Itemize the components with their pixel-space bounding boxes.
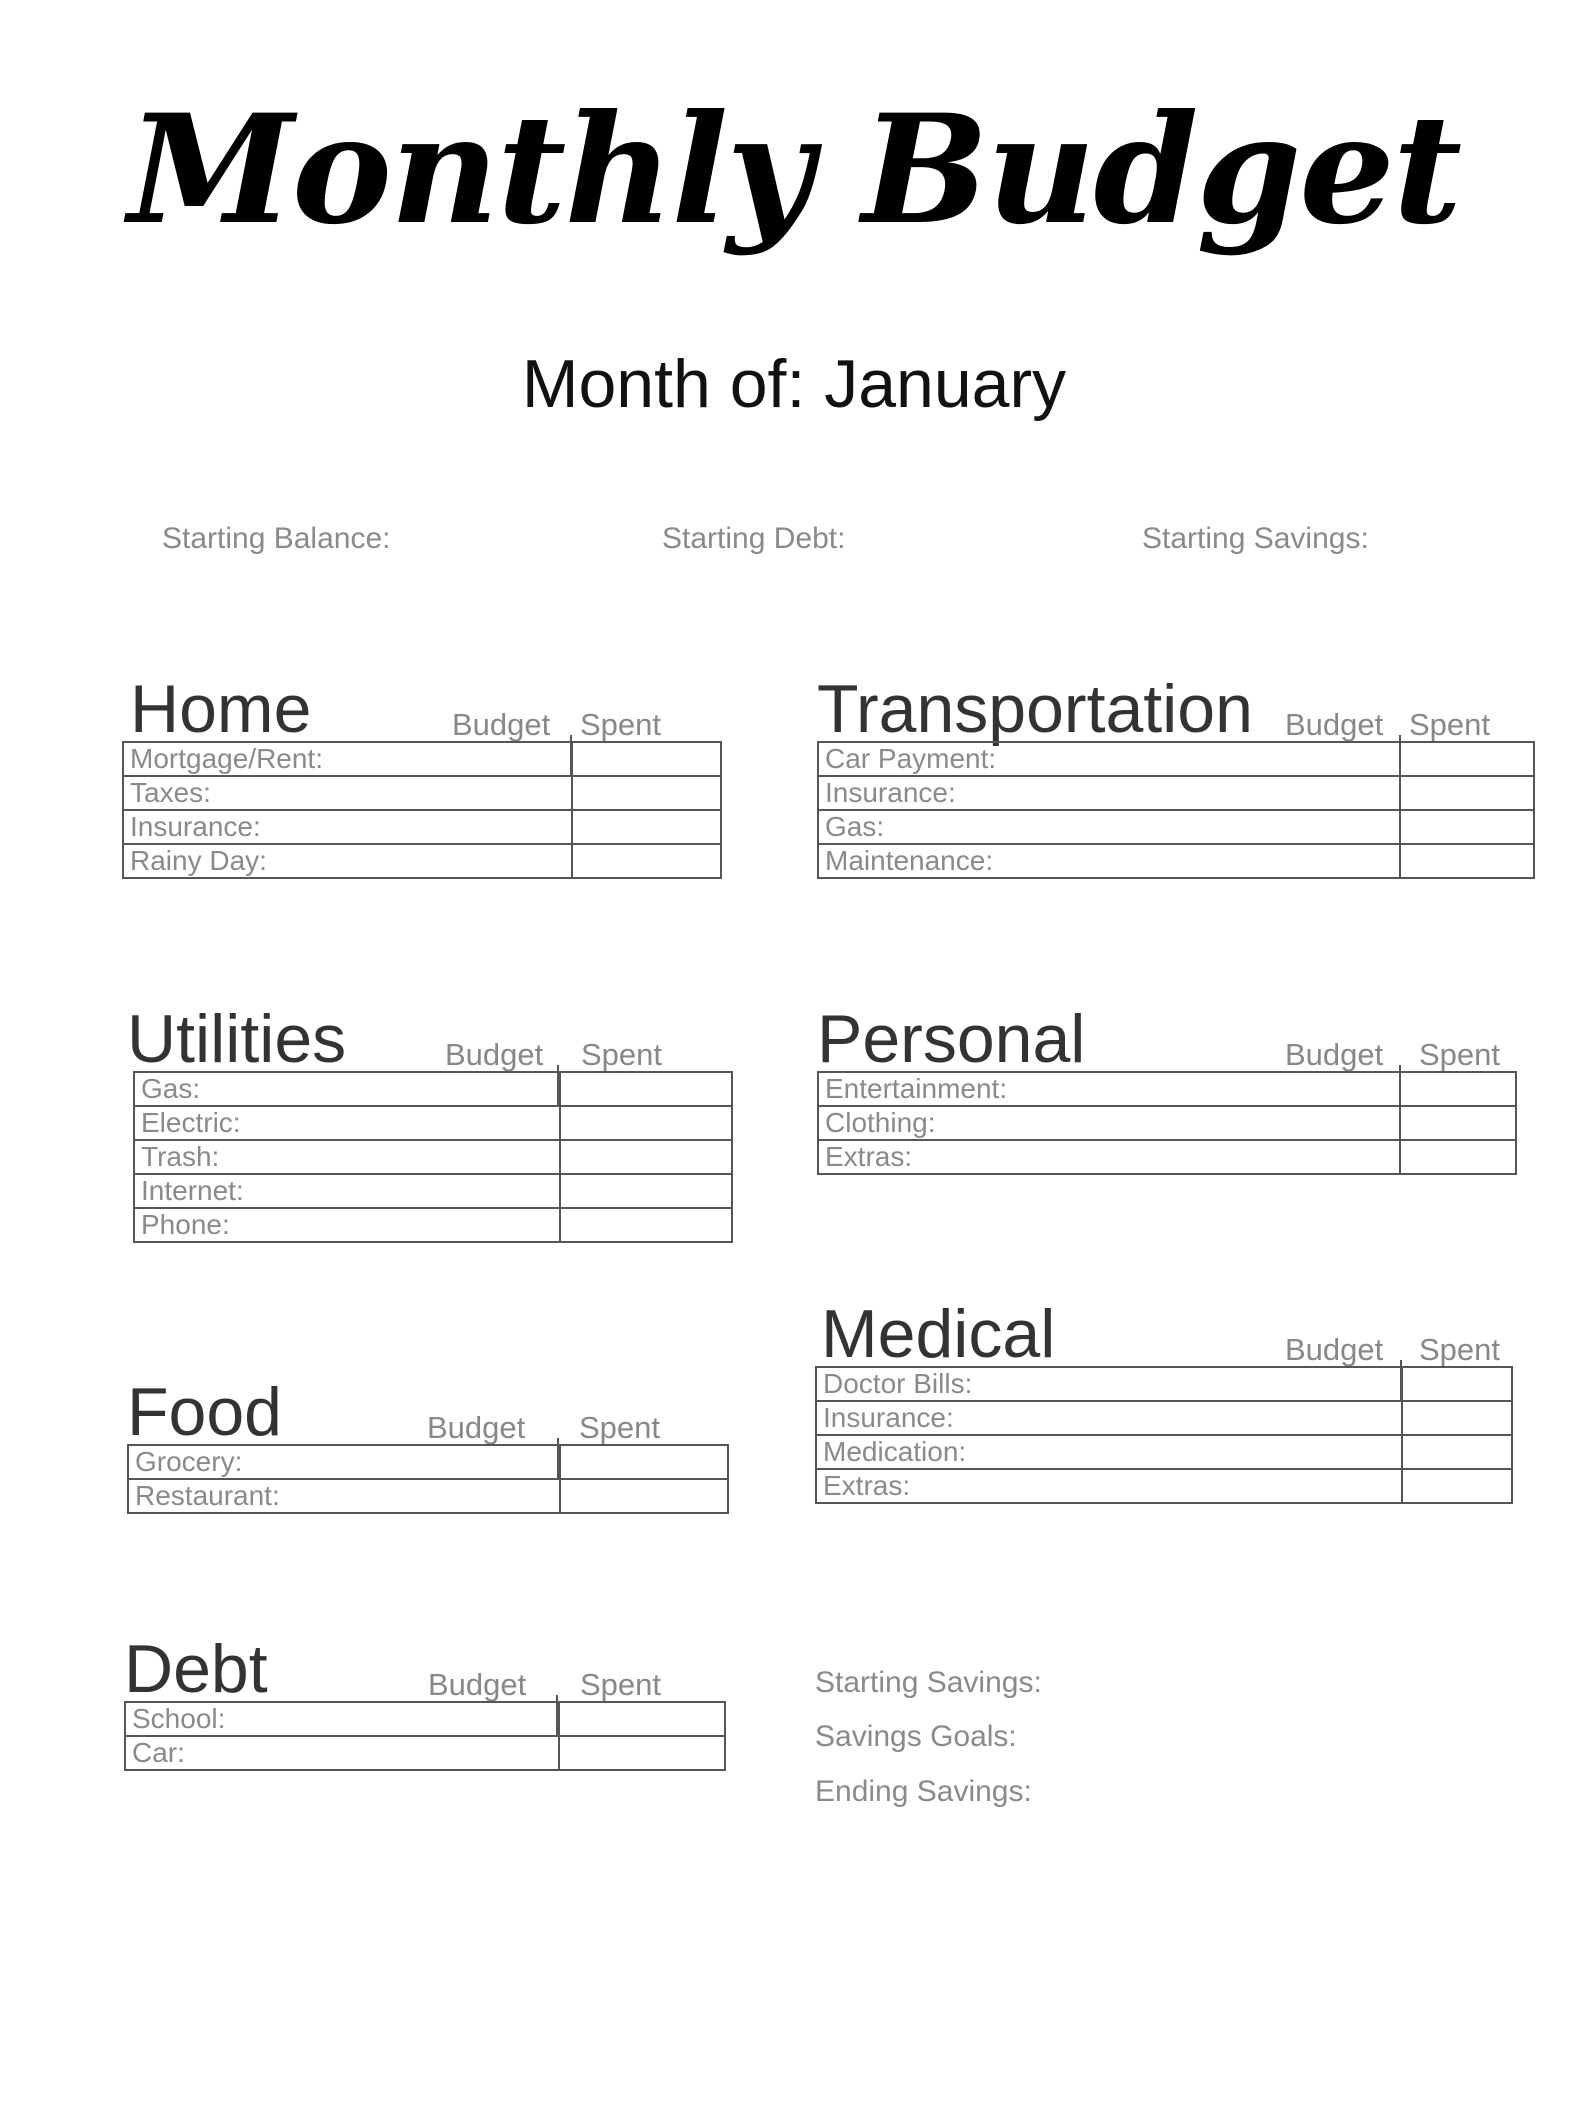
spent-column-header: Spent: [580, 1667, 662, 1702]
budget-cell[interactable]: [560, 1208, 732, 1242]
table-row: [134, 1174, 732, 1208]
row-label: Insurance:: [816, 1401, 1402, 1435]
personal-table: [817, 1071, 1517, 1175]
utilities-table: [133, 1071, 733, 1243]
table-row: [134, 1208, 732, 1242]
row-label: Extras:: [818, 1140, 1400, 1174]
budget-cell[interactable]: [560, 1106, 732, 1140]
section-title: Personal: [817, 1001, 1086, 1077]
starting-savings-summary: Starting Savings:: [815, 1666, 1042, 1699]
row-label: Doctor Bills:: [816, 1367, 1402, 1401]
starting-balance-label: Starting Balance:: [162, 522, 391, 555]
section-title: Medical: [821, 1296, 1056, 1372]
table-row: [816, 1435, 1512, 1469]
table-row: [816, 1367, 1512, 1401]
row-label: Gas:: [818, 810, 1400, 844]
budget-cell[interactable]: [1400, 844, 1534, 878]
row-label: Rainy Day:: [123, 844, 572, 878]
starting-debt-label: Starting Debt:: [662, 522, 846, 555]
transportation-table: [817, 741, 1535, 879]
savings-goals-summary: Savings Goals:: [815, 1720, 1017, 1753]
medical-section: [815, 1292, 1513, 1504]
row-label: Clothing:: [818, 1106, 1400, 1140]
debt-section: [124, 1627, 726, 1771]
row-label: Insurance:: [123, 810, 572, 844]
budget-cell[interactable]: [1400, 1140, 1516, 1174]
spent-column-header: Spent: [1419, 1037, 1501, 1072]
budget-cell[interactable]: [572, 844, 721, 878]
ending-savings-summary: Ending Savings:: [815, 1775, 1032, 1808]
row-label: School:: [125, 1702, 559, 1736]
row-label: Maintenance:: [818, 844, 1400, 878]
spent-column-header: Spent: [1409, 707, 1491, 742]
table-row: [123, 776, 721, 810]
table-row: [125, 1702, 725, 1736]
medical-table: [815, 1366, 1513, 1504]
table-row: [818, 1140, 1516, 1174]
section-title: Utilities: [127, 1001, 347, 1077]
budget-column-header: Budget: [427, 1410, 526, 1445]
table-row: [818, 844, 1534, 878]
table-row: [818, 776, 1534, 810]
row-label: Insurance:: [818, 776, 1400, 810]
spent-column-header: Spent: [1419, 1332, 1501, 1367]
home-section: [122, 667, 722, 879]
budget-cell[interactable]: [560, 1174, 732, 1208]
row-label: Car Payment:: [818, 742, 1400, 776]
row-label: Internet:: [134, 1174, 560, 1208]
table-row: [125, 1736, 725, 1770]
table-row: [816, 1401, 1512, 1435]
row-label: Entertainment:: [818, 1072, 1400, 1106]
budget-cell[interactable]: [1402, 1469, 1512, 1503]
table-row: [818, 1072, 1516, 1106]
table-row: [123, 844, 721, 878]
spent-column-header: Spent: [579, 1410, 661, 1445]
debt-table: [124, 1701, 726, 1771]
budget-cell[interactable]: [572, 810, 721, 844]
section-title: Food: [127, 1374, 282, 1450]
utilities-section: [127, 997, 733, 1243]
budget-cell[interactable]: [1400, 1072, 1516, 1106]
page-title: Monthly Budget: [127, 82, 1461, 258]
row-label: Medication:: [816, 1435, 1402, 1469]
budget-cell[interactable]: [1402, 1367, 1512, 1401]
table-row: [128, 1479, 728, 1513]
transportation-section: [817, 667, 1535, 879]
row-label: Car:: [125, 1736, 559, 1770]
budget-cell[interactable]: [1402, 1435, 1512, 1469]
table-row: [134, 1140, 732, 1174]
budget-column-header: Budget: [428, 1667, 527, 1702]
budget-column-header: Budget: [452, 707, 551, 742]
row-label: Taxes:: [123, 776, 572, 810]
table-row: [134, 1072, 732, 1106]
budget-cell[interactable]: [560, 1140, 732, 1174]
table-row: [128, 1445, 728, 1479]
budget-cell[interactable]: [1402, 1401, 1512, 1435]
budget-cell[interactable]: [1400, 742, 1534, 776]
personal-section: [817, 997, 1517, 1175]
budget-cell[interactable]: [560, 1479, 728, 1513]
row-label: Gas:: [134, 1072, 560, 1106]
table-row: [816, 1469, 1512, 1503]
month-label: Month of: January: [521, 346, 1067, 422]
row-label: Restaurant:: [128, 1479, 560, 1513]
section-title: Transportation: [817, 671, 1253, 747]
home-table: [122, 741, 722, 879]
table-row: [123, 810, 721, 844]
table-row: [818, 742, 1534, 776]
budget-cell[interactable]: [559, 1702, 725, 1736]
budget-cell[interactable]: [560, 1072, 732, 1106]
table-row: [818, 1106, 1516, 1140]
row-label: Grocery:: [128, 1445, 560, 1479]
table-row: [134, 1106, 732, 1140]
budget-column-header: Budget: [1285, 707, 1384, 742]
budget-column-header: Budget: [1285, 1037, 1384, 1072]
budget-cell[interactable]: [559, 1736, 725, 1770]
budget-cell[interactable]: [1400, 810, 1534, 844]
budget-column-header: Budget: [445, 1037, 544, 1072]
section-title: Debt: [124, 1631, 268, 1707]
budget-column-header: Budget: [1285, 1332, 1384, 1367]
food-section: [127, 1370, 729, 1514]
row-label: Extras:: [816, 1469, 1402, 1503]
row-label: Phone:: [134, 1208, 560, 1242]
section-title: Home: [130, 671, 312, 747]
budget-cell[interactable]: [572, 742, 721, 776]
spent-column-header: Spent: [581, 1037, 663, 1072]
budget-cell[interactable]: [572, 776, 721, 810]
budget-cell[interactable]: [1400, 776, 1534, 810]
starting-savings-label: Starting Savings:: [1142, 522, 1369, 555]
table-row: [123, 742, 721, 776]
row-label: Trash:: [134, 1140, 560, 1174]
row-label: Electric:: [134, 1106, 560, 1140]
food-table: [127, 1444, 729, 1514]
table-row: [818, 810, 1534, 844]
budget-cell[interactable]: [1400, 1106, 1516, 1140]
spent-column-header: Spent: [580, 707, 662, 742]
budget-cell[interactable]: [560, 1445, 728, 1479]
row-label: Mortgage/Rent:: [123, 742, 572, 776]
